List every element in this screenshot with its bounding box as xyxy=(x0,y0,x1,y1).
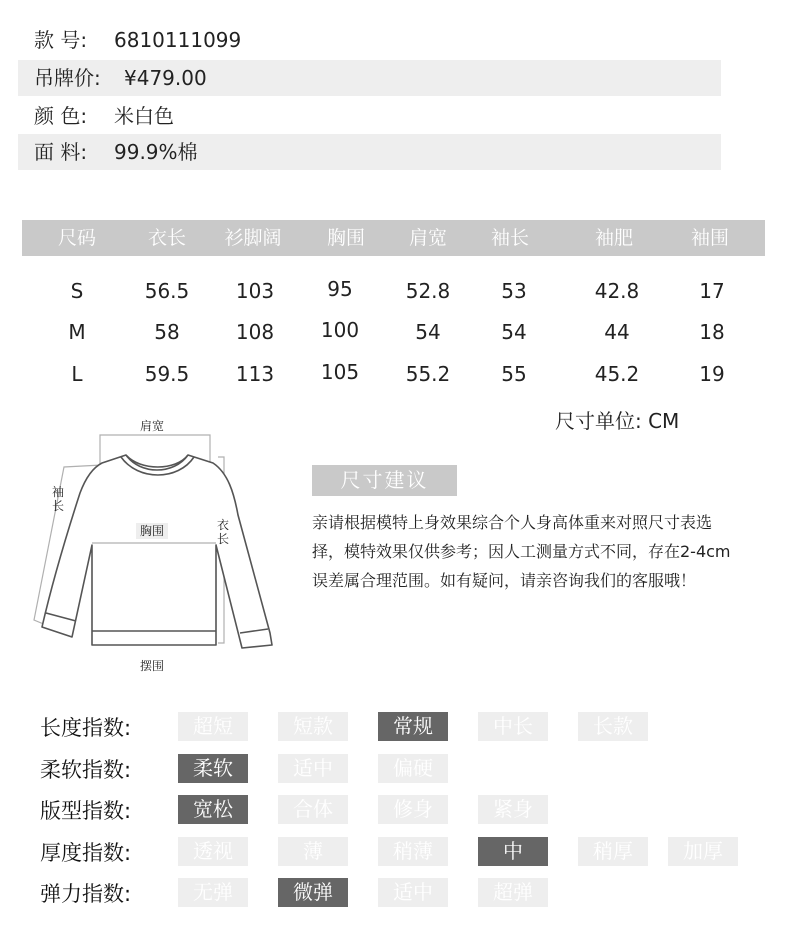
fit-option-regular: 合体 xyxy=(278,795,348,824)
cell-sleeve-width: 44 xyxy=(604,320,630,344)
thickness-option-medium: 中 xyxy=(478,837,548,866)
softness-index-label: 柔软指数: xyxy=(40,758,132,782)
cell-chest: 105 xyxy=(320,360,360,384)
header-hem-width: 衫脚阔 xyxy=(224,227,282,249)
softness-option-medium: 适中 xyxy=(278,754,348,783)
fit-index-label: 版型指数: xyxy=(40,799,132,823)
measurement-diagram xyxy=(28,415,288,680)
header-cuff: 袖围 xyxy=(690,227,730,249)
thickness-index-label: 厚度指数: xyxy=(40,841,132,865)
length-option-mid-long: 中长 xyxy=(478,712,548,741)
thickness-option-slightly-thick: 稍厚 xyxy=(578,837,648,866)
fit-option-slim: 修身 xyxy=(378,795,448,824)
fabric-row xyxy=(18,134,721,170)
fit-option-loose: 宽松 xyxy=(178,795,248,824)
cell-cuff: 19 xyxy=(699,362,725,386)
cell-sleeve-width: 45.2 xyxy=(594,362,640,386)
cell-size: L xyxy=(71,362,83,386)
length-index-label: 长度指数: xyxy=(40,716,132,740)
tag-price-value: ¥479.00 xyxy=(124,66,207,90)
size-advice-title: 尺寸建议 xyxy=(312,465,457,496)
thickness-option-slightly-thin: 稍薄 xyxy=(378,837,448,866)
header-length: 衣长 xyxy=(147,227,187,249)
cell-hem-width: 108 xyxy=(235,320,275,344)
diagram-label-length: 衣长 xyxy=(217,518,230,546)
header-sleeve-width: 袖肥 xyxy=(594,227,634,249)
cell-length: 58 xyxy=(154,320,180,344)
cell-sleeve-length: 54 xyxy=(501,320,527,344)
stretch-index-label: 弹力指数: xyxy=(40,882,132,906)
fabric-value: 99.9%棉 xyxy=(114,140,198,164)
cell-sleeve-length: 53 xyxy=(501,279,527,303)
cell-length: 59.5 xyxy=(144,362,190,386)
header-sleeve-length: 袖长 xyxy=(490,227,530,249)
header-size: 尺码 xyxy=(57,227,97,249)
thickness-option-thick: 加厚 xyxy=(668,837,738,866)
diagram-label-shoulder: 肩宽 xyxy=(140,419,165,433)
cell-sleeve-length: 55 xyxy=(501,362,527,386)
diagram-label-chest: 胸围 xyxy=(136,523,168,539)
tag-price-label: 吊牌价: xyxy=(34,66,101,90)
color-row xyxy=(18,98,721,134)
fabric-label: 面 料: xyxy=(34,140,88,164)
stretch-option-none: 无弹 xyxy=(178,878,248,907)
style-number-row xyxy=(18,22,721,58)
cell-cuff: 17 xyxy=(699,279,725,303)
cell-chest: 95 xyxy=(327,277,353,301)
cell-chest: 100 xyxy=(320,318,360,342)
style-number-value: 6810111099 xyxy=(114,28,242,52)
cell-shoulder: 54 xyxy=(415,320,441,344)
sweater-outline-icon xyxy=(28,415,288,680)
thickness-option-sheer: 透视 xyxy=(178,837,248,866)
cell-shoulder: 55.2 xyxy=(405,362,451,386)
stretch-option-super: 超弹 xyxy=(478,878,548,907)
size-advice-text: 亲请根据模特上身效果综合个人身高体重来对照尺寸表选择，模特效果仅供参考；因人工测量方式不同，存在2-4cm误差属合理范围。如有疑问，请亲咨询我们的客服哦！ xyxy=(312,513,731,590)
header-shoulder: 肩宽 xyxy=(408,227,448,249)
cell-size: S xyxy=(70,279,84,303)
length-option-short: 短款 xyxy=(278,712,348,741)
diagram-label-sleeve: 袖长 xyxy=(52,485,65,513)
size-table-header xyxy=(22,220,765,256)
stretch-option-medium: 适中 xyxy=(378,878,448,907)
header-chest: 胸围 xyxy=(326,227,366,249)
stretch-option-slight: 微弹 xyxy=(278,878,348,907)
length-option-long: 长款 xyxy=(578,712,648,741)
cell-hem-width: 103 xyxy=(235,279,275,303)
size-unit-note: 尺寸单位: CM xyxy=(555,409,680,433)
style-number-label: 款 号: xyxy=(34,28,88,52)
diagram-label-hem: 摆围 xyxy=(140,659,165,673)
length-option-regular: 常规 xyxy=(378,712,448,741)
cell-hem-width: 113 xyxy=(235,362,275,386)
fit-option-tight: 紧身 xyxy=(478,795,548,824)
softness-option-soft: 柔软 xyxy=(178,754,248,783)
cell-length: 56.5 xyxy=(144,279,190,303)
length-option-ultra-short: 超短 xyxy=(178,712,248,741)
tag-price-row xyxy=(18,60,721,96)
thickness-option-thin: 薄 xyxy=(278,837,348,866)
softness-option-firm: 偏硬 xyxy=(378,754,448,783)
cell-cuff: 18 xyxy=(699,320,725,344)
cell-shoulder: 52.8 xyxy=(405,279,451,303)
cell-size: M xyxy=(68,320,86,344)
color-value: 米白色 xyxy=(114,104,174,128)
color-label: 颜 色: xyxy=(34,104,88,128)
cell-sleeve-width: 42.8 xyxy=(594,279,640,303)
